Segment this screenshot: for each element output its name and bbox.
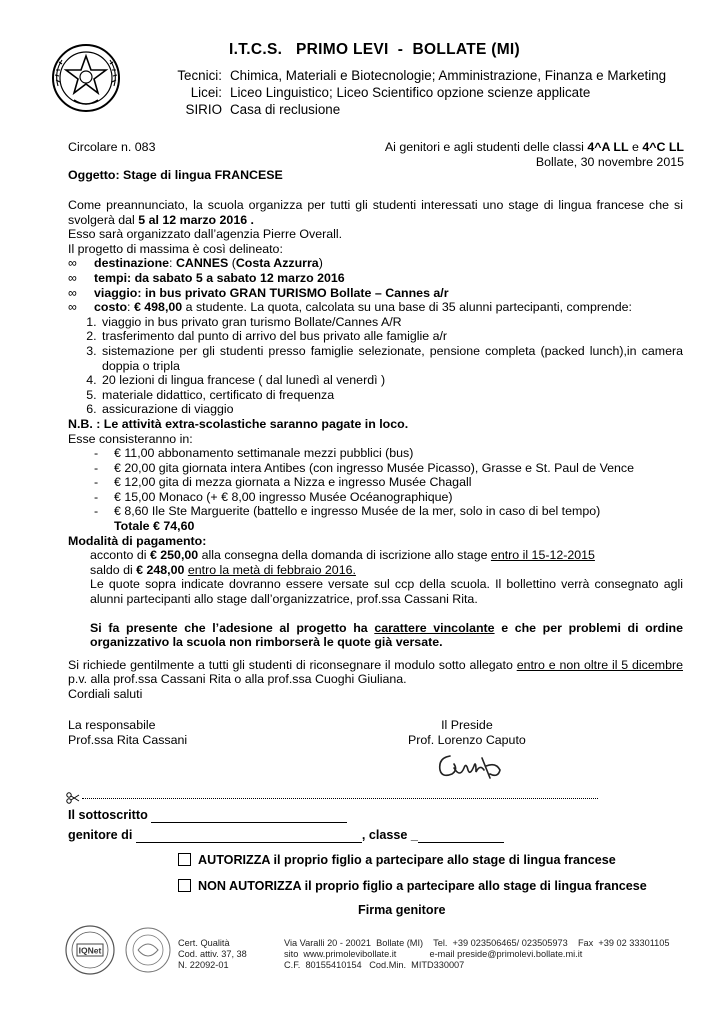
footer-contacts: Via Varalli 20 - 20021 Bollate (MI) Tel. +39 023506465/ 023505973 Fax +39 02 33301105 sito www.primolevibollate.it e-mail preside@primolevi.bollate.mi.it C.F. 80155410154 Cod.Min. MITD330007	[284, 938, 670, 971]
list-item: - € 15,00 Monaco (+ € 8,00 ingresso Musée Océanographique)	[94, 490, 683, 505]
svg-text:IQNet: IQNet	[78, 945, 102, 956]
bullet-tempi: ∞ tempi: da sabato 5 a sabato 12 marzo 2016	[68, 270, 345, 285]
extras-list	[68, 446, 683, 519]
place-date: Bollate, 30 novembre 2015	[535, 154, 684, 169]
signature-preside: Il Preside Prof. Lorenzo Caputo	[408, 718, 526, 747]
classe-field[interactable]	[418, 830, 504, 843]
greeting: Cordiali saluti	[68, 687, 143, 701]
outline-line: Il progetto di massima è così delineato:	[68, 241, 283, 256]
agency-line: Esso sarà organizzato dall’agenzia Pierre Overall.	[68, 227, 343, 242]
genitore-field[interactable]	[136, 830, 362, 843]
form-genitore: genitore di , classe _	[68, 828, 504, 843]
list-item: 1. viaggio in bus privato gran turismo Bollate/Cannes A/R	[100, 315, 683, 330]
form-sottoscritto: Il sottoscritto	[68, 808, 347, 823]
list-item: 3. sistemazione per gli studenti presso famiglie selezionate, pensione completa (packed lunch),in camera doppia o tripla	[100, 344, 683, 373]
handwritten-signature-icon	[432, 748, 512, 784]
signature-responsabile: La responsabile Prof.ssa Rita Cassani	[68, 718, 188, 747]
list-item: 6. assicurazione di viaggio	[100, 402, 683, 417]
footer-certification: Cert. Qualità Cod. attiv. 37, 38 N. 22092-01	[178, 938, 247, 971]
bullet-costo: ∞ costo: € 498,00 a studente. La quota, calcolata su una base di 35 alunni partecipanti, comprende:	[68, 300, 632, 315]
binding-warning: Si fa presente che l’adesione al progetto ha carattere vincolante e che per problemi di ordine organizzativo la scuola non rimborserà le quote già versate.	[90, 620, 684, 650]
list-item: - € 11,00 abbonamento settimanale mezzi pubblici (bus)	[94, 446, 683, 461]
list-item: - € 12,00 gita di mezza giornata a Nizza e ingresso Musée Chagall	[94, 475, 683, 490]
included-list	[68, 315, 683, 417]
cut-line	[82, 798, 598, 799]
sottoscritto-field[interactable]	[151, 810, 347, 823]
extras-total: Totale € 74,60	[114, 519, 195, 534]
subject-line: Oggetto: Stage di lingua FRANCESE	[68, 168, 283, 182]
list-item: - € 20,00 gita giornata intera Antibes (con ingresso Musée Picasso), Grasse e St. Paul de Vence	[94, 461, 683, 476]
list-item: 4. 20 lezioni di lingua francese ( dal lunedì al venerdì )	[100, 373, 683, 388]
autorizza-checkbox[interactable]	[178, 853, 191, 866]
return-note: Si richiede gentilmente a tutti gli studenti di riconsegnare il modulo sotto allegato entro e non oltre il 5 dicembre p.v. alla prof.ssa Cassani Rita o alla prof.ssa Cuoghi Giuliana.	[68, 657, 683, 687]
header-row-sirio: SIRIO Casa di reclusione	[185, 102, 341, 117]
recipients-block: Ai genitori e agli studenti delle classi 4^A LL e 4^C LL Bollate, 30 novembre 2015	[384, 140, 684, 169]
bullet-viaggio: ∞ viaggio: in bus privato GRAN TURISMO Bollate – Cannes a/r	[68, 285, 449, 300]
payment-title: Modalità di pagamento:	[68, 533, 207, 548]
firma-genitore-label: Firma genitore	[358, 903, 446, 917]
non-autorizza-checkbox[interactable]	[178, 879, 191, 892]
certification-logos-icon	[64, 922, 176, 978]
nb-note: N.B. : Le attività extra-scolastiche saranno pagate in loco.	[68, 416, 409, 431]
intro-paragraph: Come preannunciato, la scuola organizza per tutti gli studenti interessati uno stage di lingua francese che si svolgerà dal 5 al 12 marzo 2016 .	[68, 198, 683, 227]
circular-number: Circolare n. 083	[68, 140, 156, 154]
header-row-licei: Licei: Liceo Linguistico; Liceo Scientifico opzione scienze applicate	[190, 85, 591, 100]
bullet-destinazione: ∞ destinazione: CANNES (Costa Azzurra)	[68, 256, 323, 271]
republic-emblem-icon	[50, 42, 122, 114]
scissors-icon	[66, 791, 80, 805]
list-item: 2. trasferimento dal punto di arrivo del bus privato alle famiglie a/r	[100, 329, 683, 344]
letter-body	[68, 198, 683, 702]
option-non-autorizza: NON AUTORIZZA il proprio figlio a partecipare allo stage di lingua francese	[178, 879, 647, 894]
extras-intro: Esse consisteranno in:	[68, 431, 193, 446]
list-item: - € 8,60 Ile Ste Marguerite (battello e ingresso Musée de la mer, solo in caso di bel tempo)	[94, 504, 683, 519]
option-autorizza: AUTORIZZA il proprio figlio a partecipare allo stage di lingua francese	[178, 853, 616, 868]
payment-saldo: saldo di € 248,00 entro la metà di febbraio 2016.	[90, 562, 356, 577]
school-name: I.T.C.S. PRIMO LEVI - BOLLATE (MI)	[229, 41, 520, 58]
list-item: 5. materiale didattico, certificato di frequenza	[100, 388, 683, 403]
payment-note: Le quote sopra indicate dovranno essere versate sul ccp della scuola. Il bollettino verrà consegnato agli alunni partecipanti allo stage dall’organizzatrice, prof.ssa Cassani Rita.	[90, 577, 683, 607]
payment-acconto: acconto di € 250,00 alla consegna della domanda di iscrizione allo stage entro il 15-12-2015	[90, 548, 595, 563]
header-row-tecnici: Tecnici: Chimica, Materiali e Biotecnologie; Amministrazione, Finanza e Marketing	[177, 68, 667, 83]
